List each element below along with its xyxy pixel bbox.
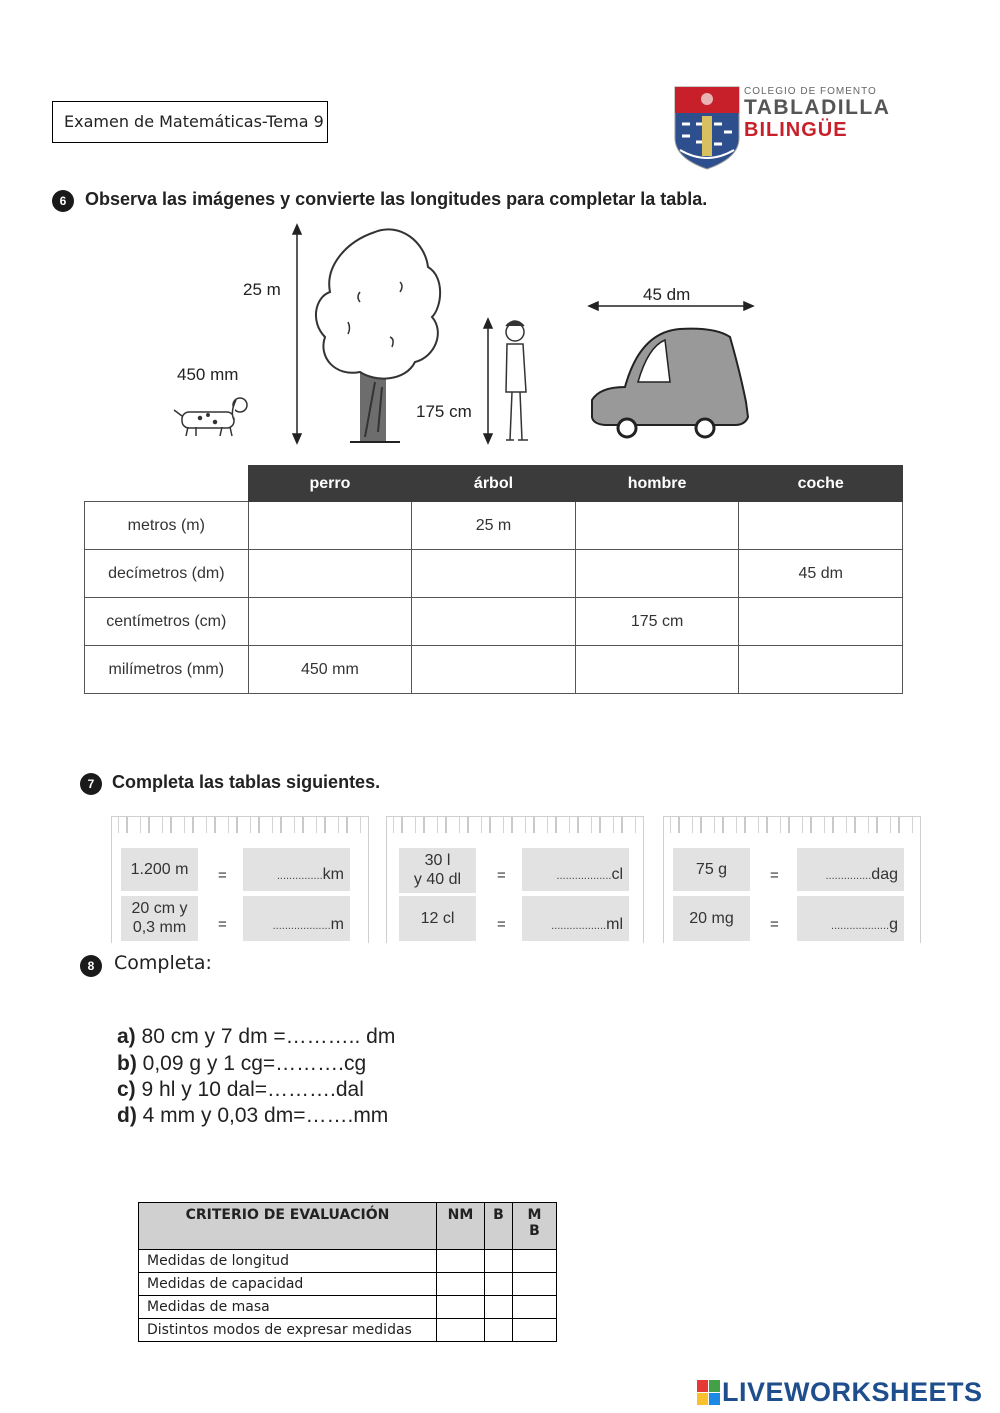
item-text: 80 cm y 7 dm =……….. dm [141,1025,396,1048]
equals-sign: = [218,867,227,884]
spiral-binding [112,817,368,833]
table-header-row [85,466,903,502]
answer-cell[interactable] [575,502,739,550]
given-value: 20 cm y [131,900,188,917]
row-unit-label: decímetros (dm) [85,550,249,598]
given-value: 20 mg [689,910,734,927]
answer-cell[interactable] [248,502,412,550]
given-quantity [399,848,476,893]
answer-field[interactable] [522,896,629,941]
grade-cell[interactable] [513,1250,557,1273]
given-value: 1.200 m [130,861,189,878]
col-header: hombre [575,466,739,502]
car-length-label: 45 dm [643,285,691,304]
grade-cell[interactable] [485,1273,513,1296]
col-header-mb-line1: M [527,1207,542,1223]
answer-cell[interactable]: 25 m [412,502,576,550]
given-value: 12 cl [420,910,455,927]
given-value: y 40 dl [413,871,462,888]
item-letter: a) [117,1025,136,1048]
item-letter: d) [117,1104,137,1127]
school-logo-text [744,86,890,141]
exercise-item-d[interactable] [117,1104,388,1128]
answer-cell[interactable] [412,646,576,694]
answer-cell[interactable]: 175 cm [575,598,739,646]
conversion-box-1 [111,816,369,943]
grade-cell[interactable] [485,1296,513,1319]
grade-cell[interactable] [513,1273,557,1296]
item-text: 9 hl y 10 dal=……….dal [141,1078,364,1101]
grade-cell[interactable] [513,1296,557,1319]
given-quantity [399,896,476,941]
logo-line-1: COLEGIO DE FOMENTO [744,86,877,97]
logo-tile-l [697,1380,708,1392]
question-6-number: 6 [52,190,74,212]
logo-tile [709,1393,720,1405]
equals-sign: = [497,867,506,884]
spiral-binding [664,817,920,833]
col-header-mb [513,1203,557,1250]
answer-cell[interactable] [575,550,739,598]
col-header: árbol [412,466,576,502]
row-unit-label: milímetros (mm) [85,646,249,694]
table-row [139,1250,557,1273]
man-height-label: 175 cm [416,402,472,421]
col-header-b: B [485,1203,513,1250]
tree-height-arrow [293,225,301,443]
answer-unit: cl [611,866,623,883]
answer-cell[interactable] [739,598,903,646]
given-value: 30 l [424,852,451,869]
grade-cell[interactable] [437,1319,485,1342]
criterion-label: Medidas de masa [139,1296,437,1319]
grade-cell[interactable] [437,1296,485,1319]
answer-unit: g [889,916,898,933]
col-header-nm: NM [437,1203,485,1250]
exercise-item-a[interactable] [117,1025,395,1049]
answer-dots: ............... [825,870,872,882]
answer-field[interactable] [243,848,350,891]
table-row [85,598,903,646]
answer-cell[interactable] [412,598,576,646]
equals-sign: = [770,867,779,884]
question-8-number: 8 [80,955,102,977]
answer-cell[interactable] [412,550,576,598]
table-row [85,646,903,694]
answer-field[interactable] [797,848,904,891]
question-6-title: Observa las imágenes y convierte las longitudes para completar la tabla. [85,189,708,209]
answer-dots: ................... [831,920,890,932]
answer-cell[interactable] [739,646,903,694]
col-header-mb-line2: B [529,1223,540,1239]
man-height-arrow [484,319,492,443]
grade-cell[interactable] [437,1250,485,1273]
question-8-title: Completa: [114,952,212,974]
answer-dots: ............... [276,870,323,882]
table-corner [85,466,249,502]
grade-cell[interactable] [485,1319,513,1342]
given-quantity [121,848,198,891]
question-7-title: Completa las tablas siguientes. [112,772,381,792]
answer-dots: .................. [556,870,612,882]
logo-line-3: BILINGÜE [744,119,848,141]
school-crest-icon [674,86,740,170]
given-value: 0,3 mm [132,919,187,936]
given-quantity [673,848,750,891]
criterion-label: Medidas de capacidad [139,1273,437,1296]
logo-tile [697,1393,708,1405]
length-conversion-table [84,465,903,694]
given-value: 75 g [695,861,728,878]
answer-cell[interactable] [248,550,412,598]
question-7-number: 7 [80,773,102,795]
col-header: perro [248,466,412,502]
grade-cell[interactable] [485,1250,513,1273]
spiral-binding [387,817,643,833]
given-quantity [673,896,750,941]
conversion-box-3 [663,816,921,943]
exercise-item-b[interactable] [117,1052,366,1076]
equals-sign: = [218,916,227,933]
answer-field[interactable] [522,848,629,891]
row-unit-label: metros (m) [85,502,249,550]
answer-cell[interactable] [575,646,739,694]
equals-sign: = [497,916,506,933]
item-text: 0,09 g y 1 cg=……….cg [142,1052,367,1075]
grade-cell[interactable] [437,1273,485,1296]
liveworksheets-brand[interactable]: LIVEWORKSHEETS [722,1377,983,1407]
logo-line-2: TABLADILLA [744,96,891,119]
row-unit-label: centímetros (cm) [85,598,249,646]
tree-height-label: 25 m [243,280,281,299]
table-row [139,1319,557,1342]
criteria-header-row [139,1203,557,1250]
equals-sign: = [770,916,779,933]
dog-icon [174,398,247,436]
dog-length-label: 450 mm [177,365,239,384]
answer-field[interactable] [797,896,904,941]
exam-title: Examen de Matemáticas-Tema 9 [64,112,324,131]
conversion-box-2 [386,816,644,943]
grade-cell[interactable] [513,1319,557,1342]
criterion-label: Distintos modos de expresar medidas [139,1319,437,1342]
exercise-item-c[interactable] [117,1078,364,1102]
answer-unit: ml [606,916,623,933]
answer-field[interactable] [243,896,350,941]
answer-cell[interactable] [248,598,412,646]
criterion-label: Medidas de longitud [139,1250,437,1273]
item-letter: b) [117,1052,137,1075]
man-icon [506,321,528,440]
exam-title-box [52,101,328,143]
measurements-illustration [160,222,770,450]
car-icon [592,329,748,437]
criteria-header: CRITERIO DE EVALUACIÓN [139,1203,437,1250]
answer-cell[interactable]: 450 mm [248,646,412,694]
answer-unit: m [330,916,344,933]
col-header: coche [739,466,903,502]
liveworksheets-logo-icon [697,1380,719,1404]
given-quantity [121,896,198,941]
table-row [85,550,903,598]
table-row [85,502,903,550]
logo-tile [709,1380,720,1392]
item-letter: c) [117,1078,136,1101]
answer-cell[interactable]: 45 dm [739,550,903,598]
evaluation-criteria-table [138,1202,557,1342]
table-row [139,1273,557,1296]
answer-unit: dag [871,866,898,883]
item-text: 4 mm y 0,03 dm=…….mm [142,1104,389,1127]
answer-dots: ................... [272,920,331,932]
answer-cell[interactable] [739,502,903,550]
answer-unit: km [322,866,344,883]
answer-dots: .................. [551,920,607,932]
table-row [139,1296,557,1319]
